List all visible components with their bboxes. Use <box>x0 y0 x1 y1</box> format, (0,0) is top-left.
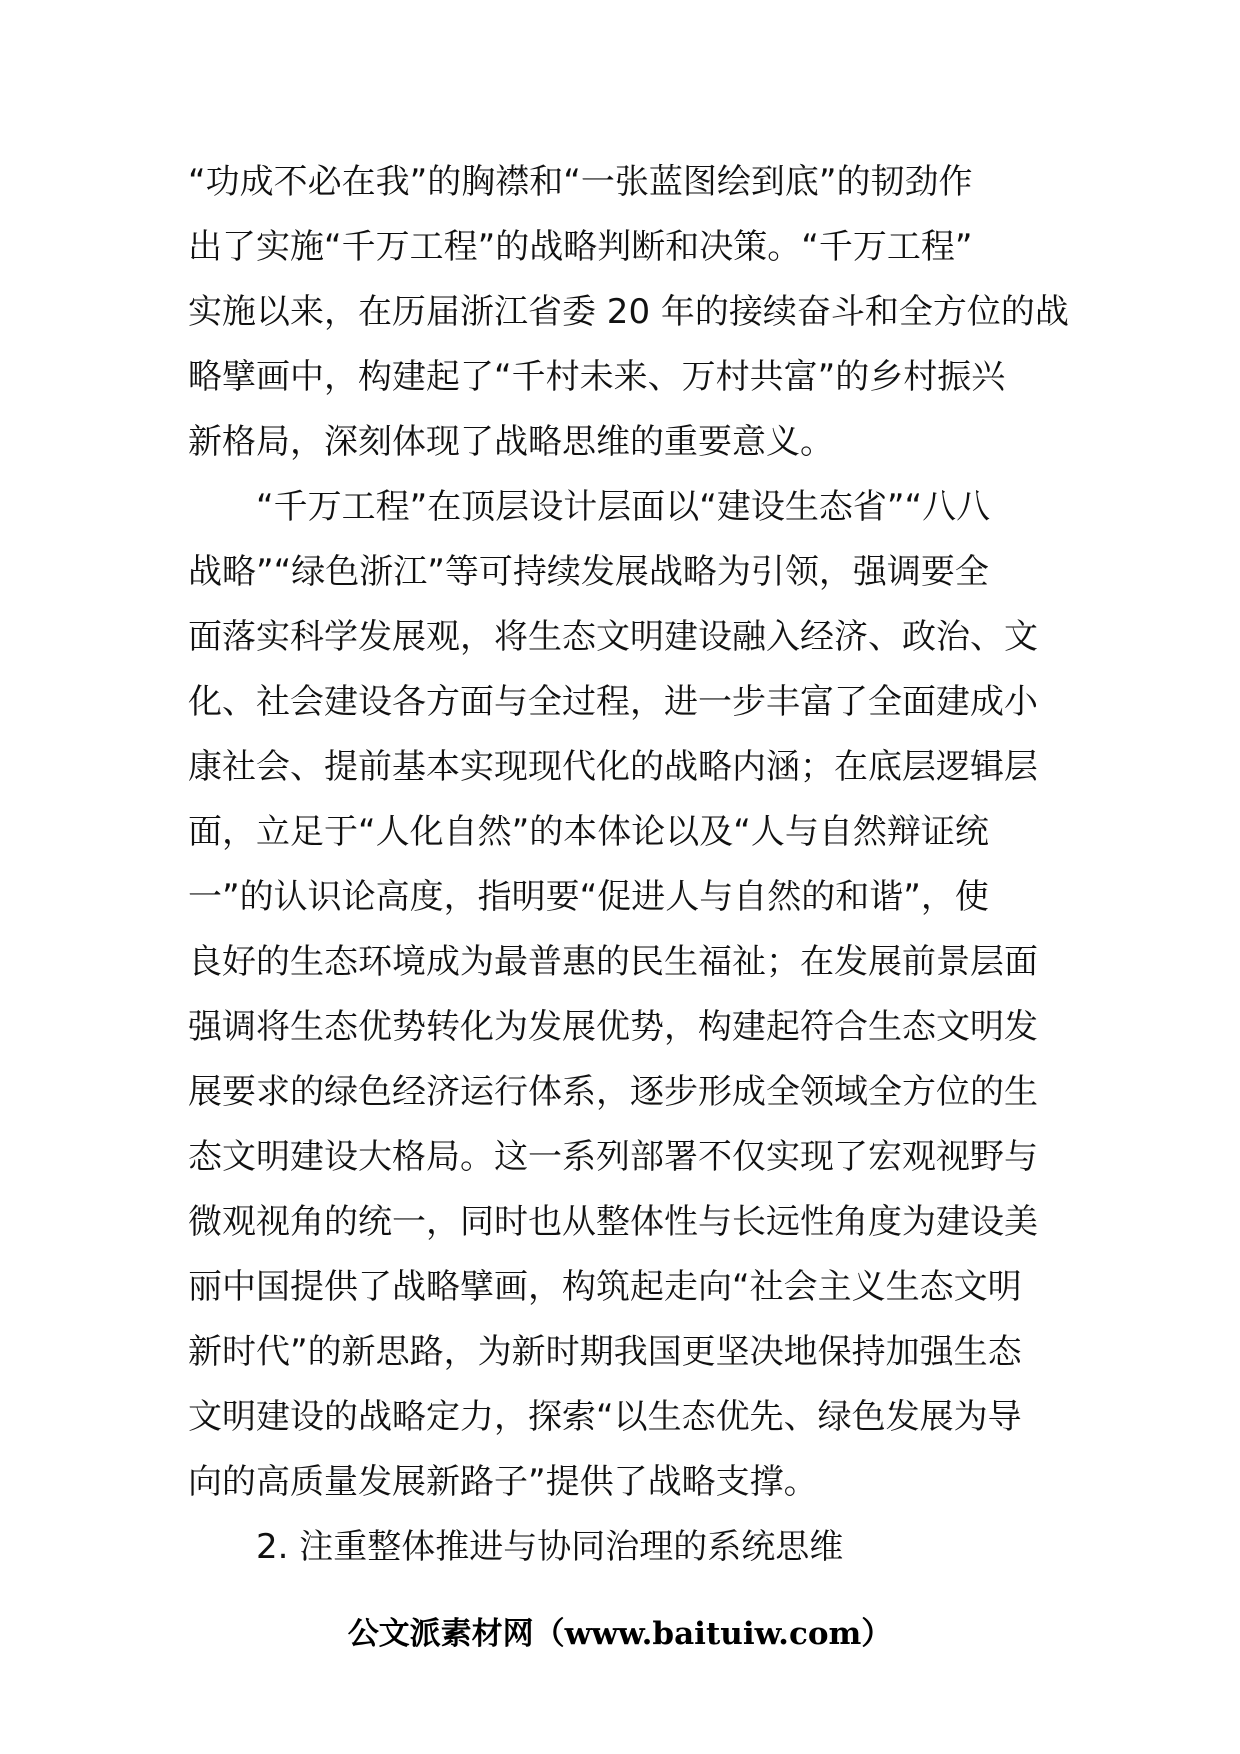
text-line-16: 态文明建设大格局。这一系列部署不仅实现了宏观视野与 <box>188 1137 1038 1177</box>
text-line-21: 向的高质量发展新路子”提供了战略支撑。 <box>188 1462 818 1502</box>
text-line-13: 良好的生态环境成为最普惠的民生福祉；在发展前景层面 <box>188 942 1038 982</box>
text-line-20: 文明建设的战略定力，探索“以生态优先、绿色发展为导 <box>188 1397 1022 1437</box>
text-line-14: 强调将生态优势转化为发展优势，构建起符合生态文明发 <box>188 1007 1038 1047</box>
text-line-19: 新时代”的新思路，为新时期我国更坚决地保持加强生态 <box>188 1332 1022 1372</box>
text-line-3: 实施以来，在历届浙江省委 20 年的接续奋斗和全方位的战 <box>188 292 1069 332</box>
text-line-5: 新格局，深刻体现了战略思维的重要意义。 <box>188 422 834 462</box>
text-line-11: 面，立足于“人化自然”的本体论以及“人与自然辩证统 <box>188 812 989 852</box>
text-line-4: 略擘画中，构建起了“千村未来、万村共富”的乡村振兴 <box>188 357 1006 397</box>
text-line-8: 面落实科学发展观，将生态文明建设融入经济、政治、文 <box>188 617 1038 657</box>
footer-watermark: 公文派素材网（www.baituiw.com） <box>347 1616 893 1652</box>
text-line-6: “千万工程”在顶层设计层面以“建设生态省”“八八 <box>256 487 991 527</box>
text-line-15: 展要求的绿色经济运行体系，逐步形成全领域全方位的生 <box>188 1072 1038 1112</box>
text-line-9: 化、社会建设各方面与全过程，进一步丰富了全面建成小 <box>188 682 1038 722</box>
section-heading: 2. 注重整体推进与协同治理的系统思维 <box>256 1527 844 1567</box>
text-line-1: “功成不必在我”的胸襟和“一张蓝图绘到底”的韧劲作 <box>188 162 973 202</box>
text-line-18: 丽中国提供了战略擘画，构筑起走向“社会主义生态文明 <box>188 1267 1022 1307</box>
body-text <box>188 150 1068 1580</box>
text-line-12: 一”的认识论高度，指明要“促进人与自然的和谐”，使 <box>188 877 989 917</box>
text-line-7: 战略”“绿色浙江”等可持续发展战略为引领，强调要全 <box>188 552 989 592</box>
text-line-17: 微观视角的统一，同时也从整体性与长远性角度为建设美 <box>188 1202 1038 1242</box>
text-line-2: 出了实施“千万工程”的战略判断和决策。“千万工程” <box>188 227 973 267</box>
text-line-10: 康社会、提前基本实现现代化的战略内涵；在底层逻辑层 <box>188 747 1038 787</box>
